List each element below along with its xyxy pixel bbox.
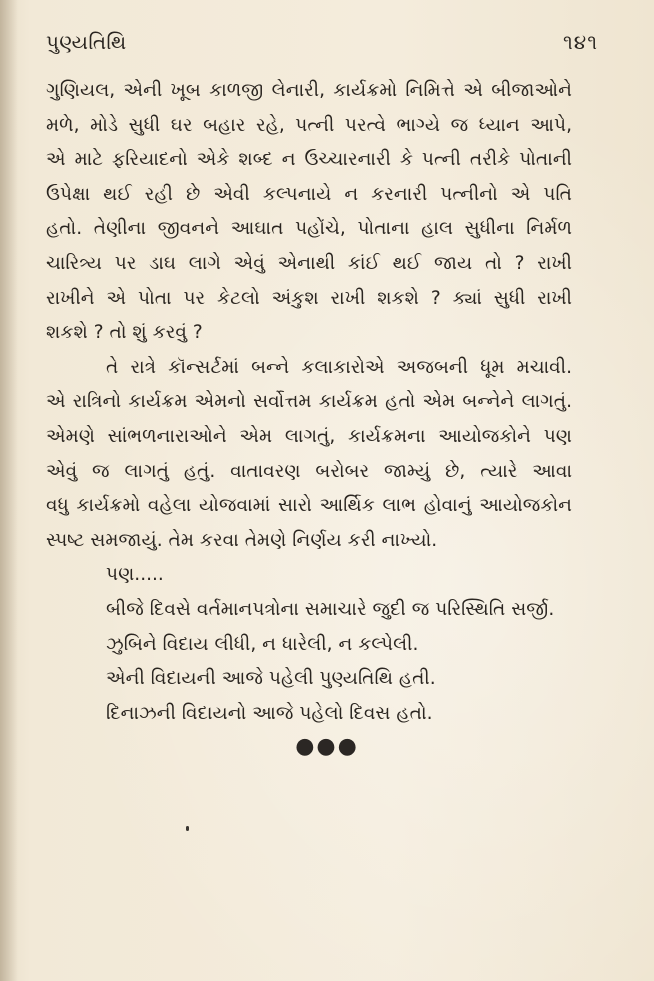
paragraph-start-line: એની વિદાયની આજે પહેલી પુણ્યતિથિ હતી. bbox=[106, 668, 436, 690]
text-line: શકશે ? તો શું કરવું ? bbox=[46, 322, 203, 344]
paragraph-start-line: દિનાઝની વિદાયનો આજે પહેલો દિવસ હતો. bbox=[106, 702, 433, 724]
text-line: મળે, મોડે સુધી ઘર બહાર રહે, પત્ની પરત્વે ભાગ્યે જ ધ્યાન આપે, bbox=[46, 114, 572, 136]
text-line: ઉપેક્ષા થઈ રહી છે એવી કલ્પનાયે ન કરનારી પત્નીનો એ પતિ bbox=[46, 183, 572, 205]
text-line: હતો. તેણીના જીવનને આઘાત પહોંચે, પોતાના હાલ સુધીના નિર્મળ bbox=[46, 218, 572, 240]
text-line: એવું જ લાગતું હતું. વાતાવરણ બરોબર જામ્યું છે, ત્યારે આવા bbox=[46, 460, 572, 482]
paragraph-start-line: બીજે દિવસે વર્તમાનપત્રોના સમાચારે જુદી જ પરિસ્થિતિ સર્જી. bbox=[106, 598, 555, 620]
page-number: ૧૪૧ bbox=[563, 30, 598, 54]
section-end-ornament bbox=[0, 734, 654, 759]
text-line: ગુણિયલ, એની ખૂબ કાળજી લેનારી, કાર્યક્રમો નિમિત્તે એ બીજાઓને bbox=[46, 80, 572, 101]
text-line: ચારિત્ર્ય પર ડાઘ લાગે એવું એનાથી કાંઈ થઈ જાય તો ? રાખી bbox=[46, 252, 572, 274]
paper-speck bbox=[186, 826, 189, 831]
gutter-shadow bbox=[0, 0, 18, 981]
body-text bbox=[46, 74, 572, 731]
text-line: સ્પષ્ટ સમજાયું. તેમ કરવા તેમણે નિર્ણય કરી નાખ્યો. bbox=[46, 529, 438, 551]
text-line: રાખીને એ પોતા પર કેટલો અંકુશ રાખી શકશે ? ક્યાં સુધી રાખી bbox=[46, 287, 572, 309]
paragraph-start-line: ઝુબિને વિદાય લીધી, ન ધારેલી, ન કલ્પેલી. bbox=[106, 633, 419, 655]
ornament-dots: ●●● bbox=[295, 734, 359, 759]
text-line: એમણે સાંભળનારાઓને એમ લાગતું, કાર્યક્રમના આયોજકોને પણ bbox=[46, 425, 572, 447]
paragraph-start-line: તે રાત્રે કૉન્સર્ટમાં બન્ને કલાકારોએ અજબની ધૂમ મચાવી. bbox=[106, 356, 572, 378]
chapter-title: પુણ્યતિથિ bbox=[46, 30, 127, 54]
text-line: એ રાત્રિનો કાર્યક્રમ એમનો સર્વોત્તમ કાર્યક્રમ હતો એમ બન્નેને લાગતું. bbox=[46, 391, 572, 413]
text-line: વધુ કાર્યક્રમો વહેલા યોજવામાં સારો આર્થિક લાભ હોવાનું આયોજકોન bbox=[46, 495, 572, 517]
text-line: એ માટે ફરિયાદનો એકે શબ્દ ન ઉચ્ચારનારી કે પત્ની તરીકે પોતાની bbox=[46, 149, 572, 171]
paragraph-start-line: પણ..... bbox=[106, 564, 164, 586]
running-header bbox=[46, 30, 598, 64]
